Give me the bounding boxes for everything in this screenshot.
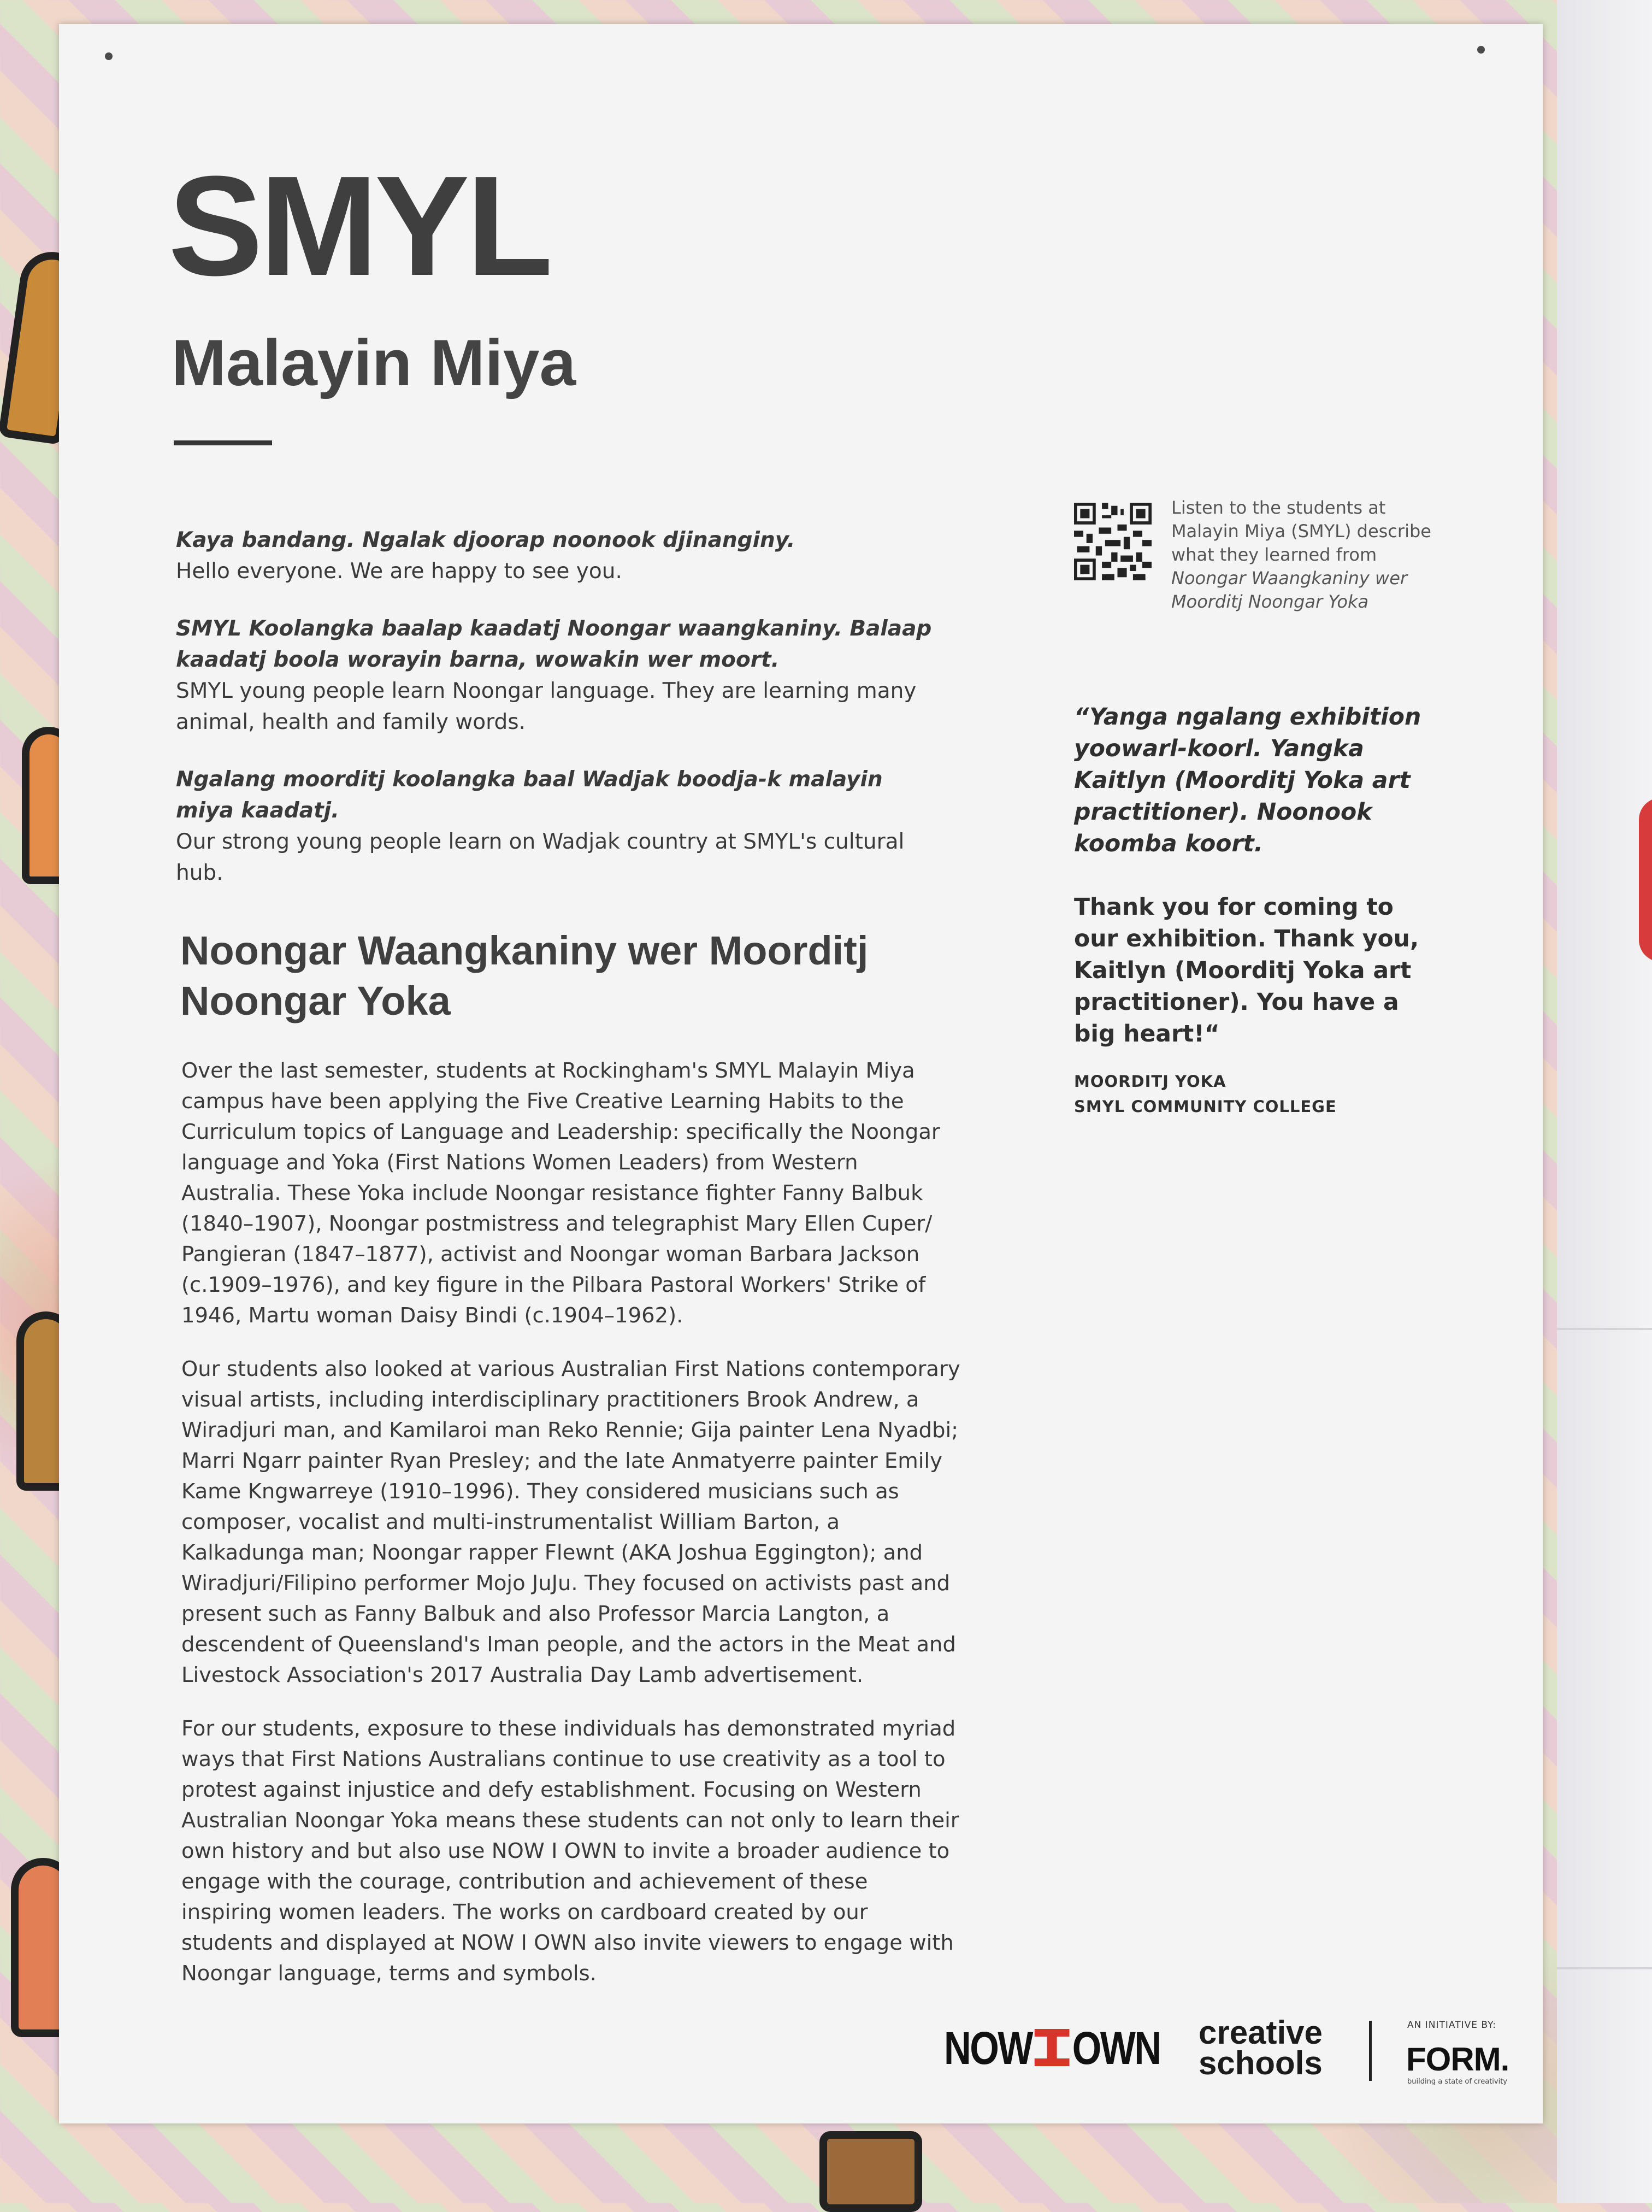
attribution-name: MOORDITJ YOKA — [1074, 1072, 1226, 1091]
intro-paragraph — [176, 525, 941, 587]
now-i-own-logo — [944, 2022, 1160, 2075]
english-text: Hello everyone. We are happy to see you. — [176, 559, 622, 584]
body-paragraph: Our students also looked at various Australian First Nations contemporary visual artists, including interdisciplinary practitioners Brook Andrew, a Wiradjuri man, and Kamilaroi man Reko Rennie; Gija painter Lena Nyadbi; Marri Ngarr painter Ryan Presley; and the late Anmatyerre painter Emily Kame Kngwarreye (1910–1996). They considered musicians such as composer, vocalist and multi-instrumentalist William Barton, a Kalkadunga man; Noongar rapper Flewnt (AKA Joshua Eggington); and Wiradjuri/Filipino performer Mojo JuJu. They focused on activists past and present such as Fanny Balbuk and also Professor Marcia Langton, a descendent of Queensland's Iman people, and the actors in the Meat and Livestock Association's 2017 Australia Day Lamb advertisement. — [181, 1357, 960, 1687]
qr-caption-emphasis: Noongar Waangkaniny wer Moorditj Noongar Yoka — [1171, 568, 1408, 612]
logo-schools-word: schools — [1199, 2045, 1323, 2081]
intro-paragraph — [176, 613, 941, 738]
quote-english: Thank you for coming to our exhibition. Thank you, Kaitlyn (Moorditj Yoka art practitioner). You have a big heart!“ — [1074, 894, 1419, 1048]
body-paragraph: For our students, exposure to these individuals has demonstrated myriad ways that First Nations Australians continue to use creativity as a tool to protest against injustice and defy establishment. Focusing on Western Australian Noongar Yoka means these students can not only to learn their own history and but also use NOW I OWN to invite a broader audience to engage with the courage, contribution and achievement of these inspiring women leaders. The works on cardboard created by our students and displayed at NOW I OWN also invite viewers to engage with Noongar language, terms and symbols. — [181, 1716, 959, 1986]
pin-icon — [105, 52, 113, 60]
noongar-text: SMYL Koolangka baalap kaadatj Noongar waangkaniny. Balaap kaadatj boola worayin barna, wowakin wer moort. — [176, 616, 932, 672]
noongar-text: Kaya bandang. Ngalak djoorap noonook djinanginy. — [176, 528, 795, 552]
qr-caption — [1171, 496, 1455, 614]
form-tagline: building a state of creativity — [1407, 2078, 1508, 2086]
wall-trim — [1557, 1967, 1652, 1969]
intro-paragraph — [176, 764, 941, 889]
poster-subtitle: Malayin Miya — [172, 326, 576, 399]
body-text — [181, 1056, 963, 2012]
qr-code-icon[interactable] — [1074, 503, 1152, 580]
artwork-shape — [819, 2131, 922, 2212]
poster-title: SMYL — [168, 147, 550, 305]
title-rule — [174, 440, 272, 445]
english-text: Our strong young people learn on Wadjak country at SMYL's cultural hub. — [176, 829, 905, 885]
section-heading: Noongar Waangkaniny wer Moorditj Noongar Yoka — [180, 928, 869, 1023]
quote-attribution — [1074, 1069, 1446, 1119]
initiative-label: AN INITIATIVE BY: — [1407, 2020, 1496, 2031]
wall-background — [1557, 0, 1652, 2203]
logo-own: OWN — [1072, 2022, 1160, 2074]
logo-now: NOW — [944, 2022, 1032, 2074]
i-mark-icon — [1035, 2029, 1070, 2066]
poster — [59, 24, 1543, 2123]
creative-schools-logo — [1199, 2014, 1323, 2081]
noongar-text: Ngalang moorditj koolangka baal Wadjak boodja-k malayin miya kaadatj. — [176, 767, 883, 823]
english-text: SMYL young people learn Noongar language. They are learning many animal, health and family words. — [176, 679, 917, 734]
attribution-org: SMYL COMMUNITY COLLEGE — [1074, 1097, 1337, 1116]
red-object — [1639, 798, 1652, 962]
body-paragraph: Over the last semester, students at Rockingham's SMYL Malayin Miya campus have been applying the Five Creative Learning Habits to the Curriculum topics of Language and Leadership: specifically the Noongar language and Yoka (First Nations Women Leaders) from Western Australia. These Yoka include Noongar resistance fighter Fanny Balbuk (1840–1907), Noongar postmistress and telegraphist Mary Ellen Cuper/ Pangieran (1847–1877), activist and Noongar woman Barbara Jackson (c.1909–1976), and key figure in the Pilbara Pastoral Workers' Strike of 1946, Martu woman Daisy Bindi (c.1904–1962). — [181, 1058, 940, 1328]
qr-caption-text: Listen to the students at Malayin Miya (SMYL) describe what they learned from — [1171, 497, 1431, 565]
intro-block — [176, 525, 941, 915]
quote-noongar: “Yanga ngalang exhibition yoowarl-koorl. Yangka Kaitlyn (Moorditj Yoka art practitioner). Noonook koomba koort. — [1074, 704, 1421, 857]
logo-divider — [1369, 2021, 1372, 2081]
pin-icon — [1477, 46, 1485, 54]
form-logo: FORM. — [1406, 2041, 1509, 2078]
logo-creative-word: creative — [1199, 2014, 1323, 2051]
quote-block — [1074, 702, 1446, 1082]
wall-trim — [1557, 1328, 1652, 1330]
